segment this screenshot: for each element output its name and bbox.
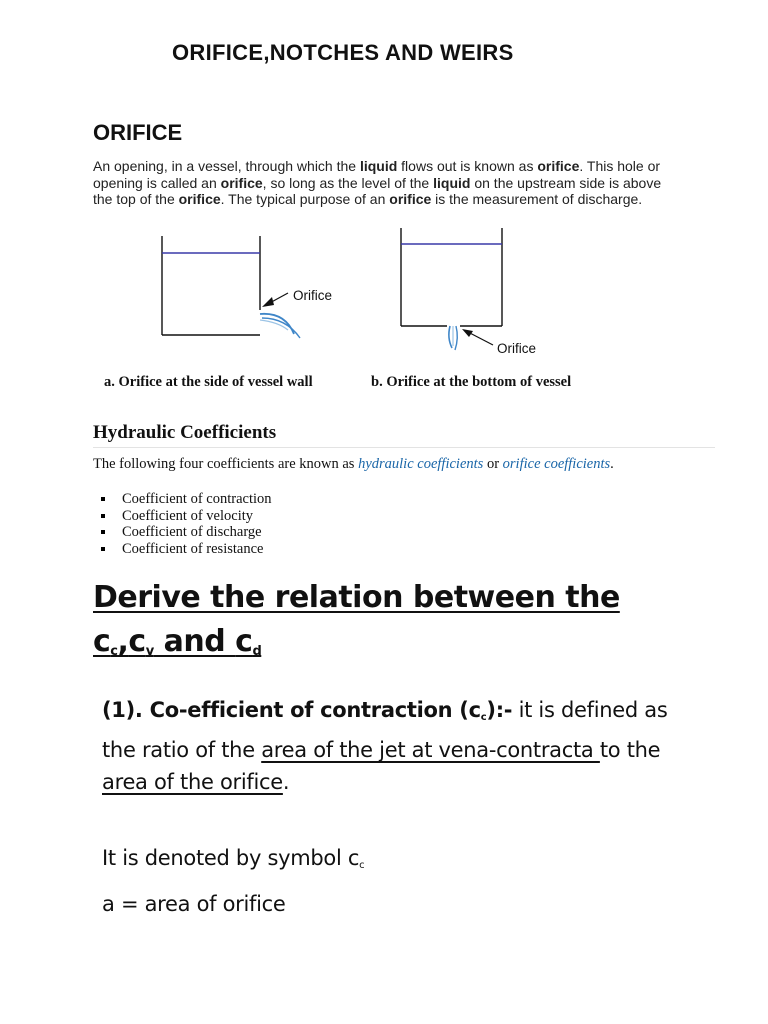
list-item: Coefficient of contraction <box>93 491 272 508</box>
definition-lead: (1). Co-efficient of contraction (c <box>102 698 481 722</box>
intro-text-segment: An opening, in a vessel, through which the <box>93 158 360 174</box>
hydraulic-coefficients-link[interactable]: hydraulic coefficients <box>358 456 484 472</box>
orifice-label-side: Orifice <box>293 288 333 303</box>
intro-text-segment: , so long as the level of the <box>262 174 434 191</box>
heading-divider <box>93 447 715 448</box>
bold-term: orifice <box>220 174 263 191</box>
hydraulic-intro-text <box>93 456 614 473</box>
intro-text-segment: flows out is known as <box>397 158 538 174</box>
list-item: Coefficient of resistance <box>93 541 272 558</box>
coefficient-list <box>93 491 272 558</box>
subscript-c: c <box>110 644 118 659</box>
bottom-orifice-vessel-diagram <box>401 228 536 356</box>
list-item: Coefficient of velocity <box>93 508 272 525</box>
denote-text: It is denoted by symbol c <box>102 846 360 870</box>
figure-caption-bottom: b. Orifice at the bottom of vessel <box>371 374 572 390</box>
hydraulic-coefficients-heading: Hydraulic Coefficients <box>93 422 277 443</box>
bold-term: liquid <box>433 174 471 191</box>
contraction-definition <box>102 694 702 798</box>
symbol-c: c <box>128 624 146 659</box>
denote-subscript: c <box>359 860 365 871</box>
definition-text3: . <box>282 770 290 794</box>
orifice-coefficients-link[interactable]: orifice coefficients <box>502 456 611 472</box>
definition-text1: it is defined as the ratio of the <box>102 698 674 762</box>
hydraulic-text-mid: or <box>483 456 503 472</box>
bold-term: liquid <box>359 158 398 174</box>
symbol-c: c <box>235 624 253 659</box>
orifice-label-bottom: Orifice <box>497 341 537 356</box>
symbol-c: c <box>93 624 111 659</box>
intro-text-segment: . This hole or opening is called an <box>93 158 661 191</box>
orifice-figures <box>0 0 768 400</box>
area-definition-line: a = area of orifice <box>102 892 286 916</box>
derive-heading-line1: Derive the relation between the <box>93 580 620 615</box>
definition-lead-end: ):- <box>486 698 513 722</box>
bold-term: orifice <box>178 191 221 207</box>
subscript-v: v <box>145 644 154 659</box>
intro-text-segment: is the measurement of discharge. <box>431 191 643 207</box>
definition-lead-subscript: c <box>480 712 487 723</box>
hydraulic-text-after: . <box>610 456 614 472</box>
figure-caption-side: a. Orifice at the side of vessel wall <box>104 374 313 390</box>
definition-underline1: area of the jet at vena-contracta <box>261 738 600 762</box>
derive-heading <box>93 576 620 674</box>
definition-underline2: area of the orifice <box>102 770 283 794</box>
intro-text-segment: . The typical purpose of an <box>220 191 390 207</box>
document-title: ORIFICE,NOTCHES AND WEIRS <box>172 40 514 65</box>
and-word: and <box>153 624 236 659</box>
subscript-d: d <box>252 644 262 659</box>
denote-line <box>102 846 364 871</box>
list-item: Coefficient of discharge <box>93 524 272 541</box>
side-orifice-vessel-diagram <box>162 236 332 338</box>
intro-text-segment: on the upstream side is above the top of the <box>93 174 662 207</box>
bold-term: orifice <box>537 158 580 174</box>
bold-term: orifice <box>389 191 432 207</box>
definition-text2: to the <box>599 738 667 762</box>
hydraulic-text-before: The following four coefficients are known as <box>93 456 359 472</box>
section-heading-orifice: ORIFICE <box>93 120 183 145</box>
comma: , <box>117 624 129 659</box>
